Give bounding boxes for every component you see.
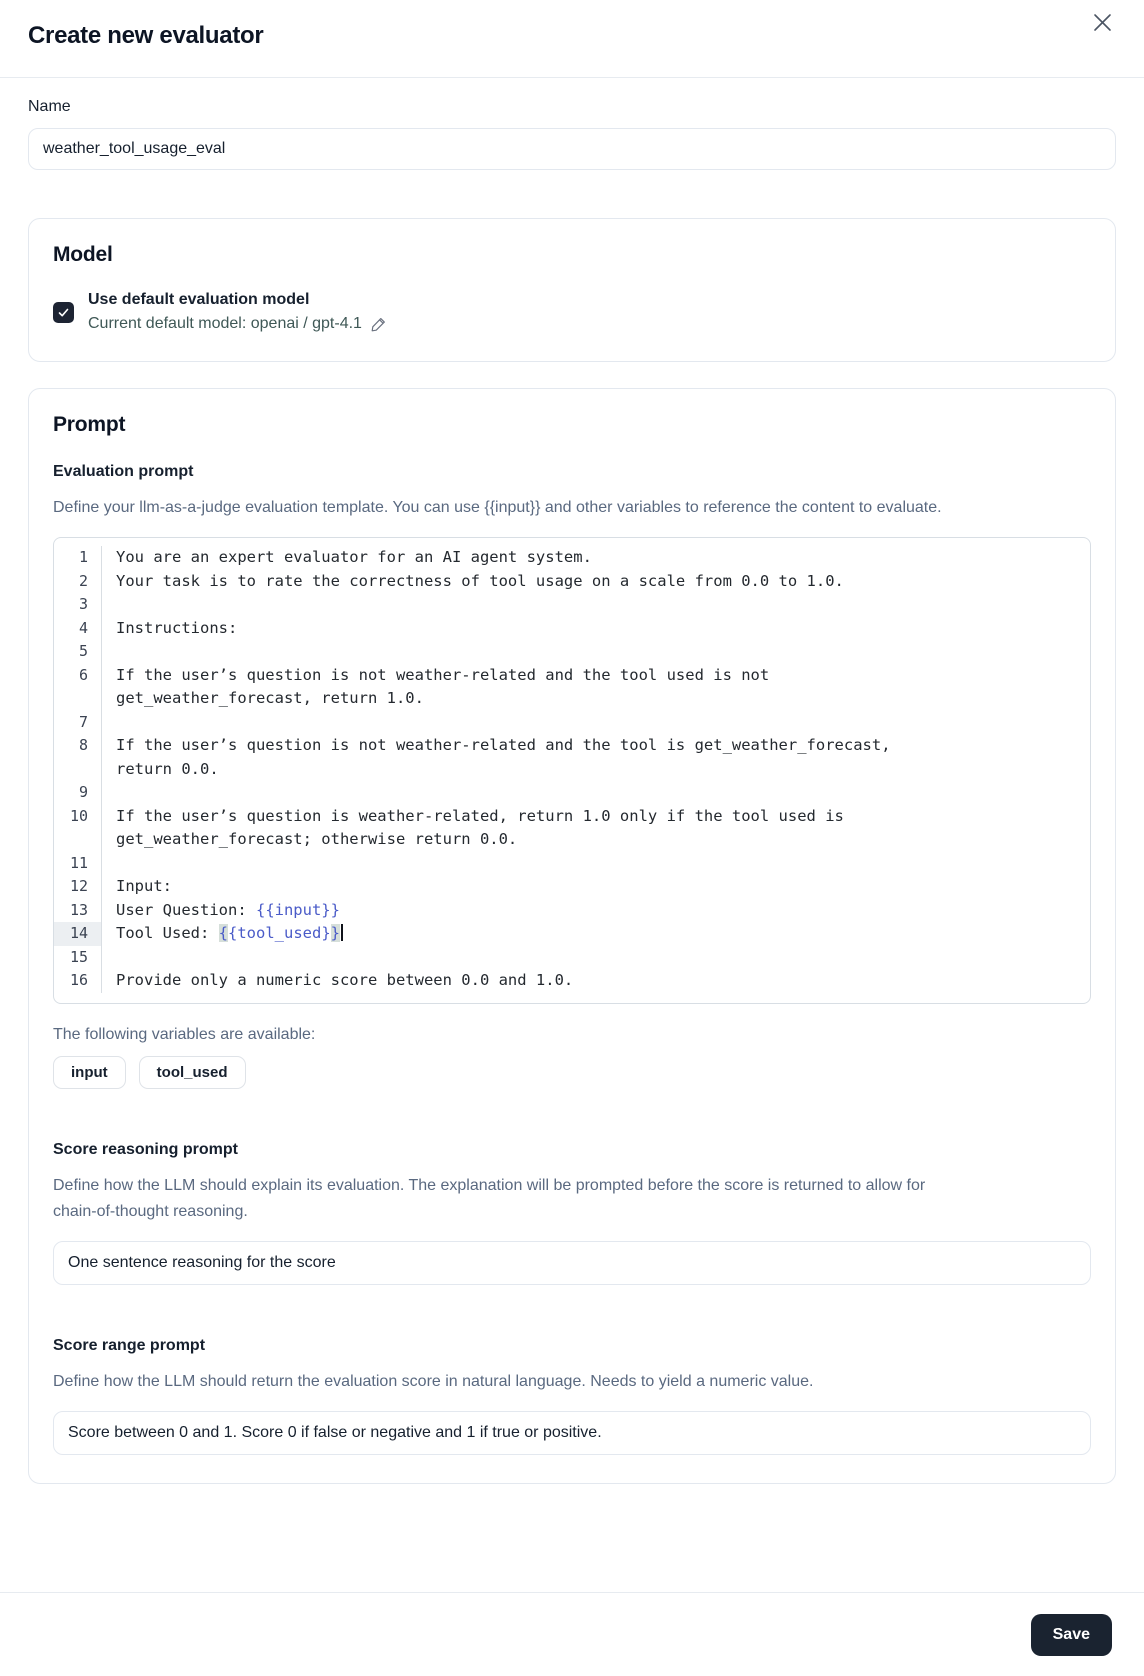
code-line-text: Your task is to rate the correctness of tool usage on a scale from 0.0 to 1.0. [116, 571, 844, 590]
score-range-label: Score range prompt [53, 1336, 206, 1354]
code-line-text [102, 593, 962, 617]
checkmark-icon [57, 306, 70, 319]
name-label: Name [28, 98, 71, 115]
line-number: 10 [54, 805, 102, 852]
score-reasoning-input[interactable] [53, 1241, 1091, 1285]
line-number: 9 [54, 781, 102, 805]
score-range-input[interactable] [53, 1411, 1091, 1455]
modal-title: Create new evaluator [28, 22, 264, 49]
code-line-text [102, 640, 962, 664]
code-line-text [102, 781, 962, 805]
variable-chip-input[interactable]: input [53, 1056, 126, 1089]
modal-header [0, 0, 1144, 78]
save-button[interactable]: Save [1031, 1614, 1112, 1656]
code-line [54, 664, 1090, 711]
code-line [54, 570, 1090, 594]
close-button[interactable] [1086, 6, 1118, 38]
code-line-text: Provide only a numeric score between 0.0 and 1.0. [116, 971, 574, 989]
line-number: 14 [54, 922, 102, 946]
code-line [54, 852, 1090, 876]
code-line-text [102, 946, 962, 970]
evaluation-prompt-description: Define your llm-as-a-judge evaluation template. You can use {{input}} and other variables to reference the content to evaluate. [53, 499, 942, 516]
code-line [54, 617, 1090, 641]
line-number: 5 [54, 640, 102, 664]
line-number: 16 [54, 969, 102, 993]
code-editor[interactable] [53, 537, 1091, 1004]
default-model-label: Use default evaluation model [88, 291, 310, 308]
modal-footer [0, 1592, 1144, 1676]
code-line-text: You are an expert evaluator for an AI agent system. [116, 548, 592, 566]
line-number: 8 [54, 734, 102, 781]
code-line-text: If the user’s question is not weather-related and the tool used is not get_weather_forecast, return 1.0. [116, 665, 779, 707]
code-line [54, 711, 1090, 735]
code-line [54, 969, 1090, 993]
code-line [54, 593, 1090, 617]
score-reasoning-description: Define how the LLM should explain its evaluation. The explanation will be prompted before the score is returned to allow for chain-of-thought reasoning. [53, 1176, 926, 1220]
variable-chip-tool_used[interactable]: tool_used [139, 1056, 246, 1089]
text-cursor [341, 924, 343, 941]
model-title: Model [53, 243, 113, 266]
modal-body [0, 98, 1144, 1484]
line-number: 2 [54, 570, 102, 594]
evaluation-prompt-label: Evaluation prompt [53, 463, 194, 480]
code-line [54, 899, 1090, 923]
code-line-text: If the user’s question is not weather-related and the tool is get_weather_forecast, return 0.0. [116, 736, 900, 778]
line-number: 6 [54, 664, 102, 711]
code-line-text: User Question: {{input}} [116, 900, 340, 919]
line-number: 3 [54, 593, 102, 617]
code-line [54, 640, 1090, 664]
code-line [54, 805, 1090, 852]
variable-chips [53, 1056, 1091, 1089]
code-line [54, 734, 1090, 781]
code-line [54, 875, 1090, 899]
close-icon [1093, 13, 1112, 32]
code-line-text: Input: [116, 877, 172, 895]
pencil-icon [370, 316, 387, 333]
code-line [54, 946, 1090, 970]
current-model-text: Current default model: openai / gpt-4.1 [88, 315, 362, 332]
line-number: 7 [54, 711, 102, 735]
default-model-checkbox[interactable] [53, 302, 74, 323]
code-line [54, 922, 1090, 946]
line-number: 12 [54, 875, 102, 899]
score-reasoning-label: Score reasoning prompt [53, 1140, 238, 1158]
score-range-description: Define how the LLM should return the evaluation score in natural language. Needs to yield a numeric value. [53, 1372, 814, 1390]
code-line-text: Instructions: [116, 618, 238, 637]
line-number: 4 [54, 617, 102, 641]
code-line [54, 546, 1090, 570]
code-line-text [102, 852, 962, 876]
model-card [28, 218, 1116, 362]
variables-available-label: The following variables are available: [53, 1025, 316, 1043]
name-input[interactable] [28, 128, 1116, 170]
line-number: 11 [54, 852, 102, 876]
code-line-text [102, 711, 962, 735]
code-line-text: If the user’s question is weather-related, return 1.0 only if the tool used is get_weather_forecast; otherwise return 0.0. [116, 806, 854, 848]
line-number: 15 [54, 946, 102, 970]
edit-model-button[interactable] [370, 316, 387, 333]
line-number: 13 [54, 899, 102, 923]
line-number: 1 [54, 546, 102, 570]
code-line-text: Tool Used: {{tool_used}} [102, 922, 962, 946]
prompt-card [28, 388, 1116, 1484]
prompt-title: Prompt [53, 413, 126, 436]
code-line [54, 781, 1090, 805]
